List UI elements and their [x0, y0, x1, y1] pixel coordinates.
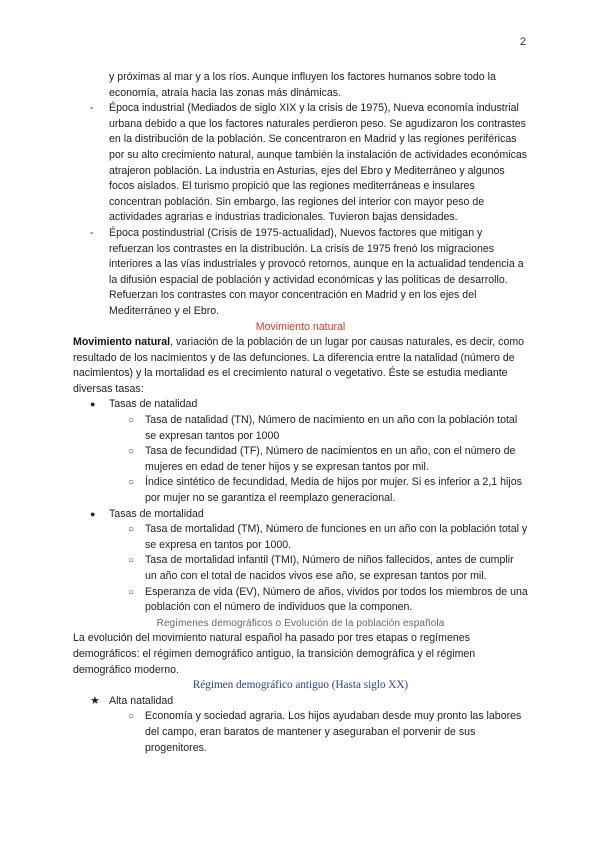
hollow-circle-bullet-icon: ○	[128, 711, 135, 723]
definition-term: Movimiento natural	[73, 336, 171, 349]
list-item	[73, 585, 528, 616]
epoch-text: Época industrial (Mediados de siglo XIX y la crisis de 1975), Nueva economía industrial urbana debido a que los factores naturales perdieron peso. Se agudizaron los contrastes en la distribución de la población. Se concentraron en Madrid y las regiones periféricas por su alto crecimiento natural, aunque también la instalación de actividades económicas atrajeron población. La industria en Asturias, ejes del Ebro y Mediterráneo y algunos focos aislados. El turismo propició que las regiones mediterráneas e insulares concentran población. Sin embargo, las regiones del interior con mayor peso de actividades agrarias e industrias tradicionales. Tuvieron bajas densidades.	[109, 102, 528, 224]
rate-group-mortalidad	[73, 507, 528, 523]
hollow-circle-bullet-icon: ○	[128, 555, 135, 567]
continued-paragraph: y próximas al mar y a los ríos. Aunque influyen los factores humanos sobre todo la economía, atraía hacia las zonas más dinámicas.	[109, 71, 496, 99]
list-item	[73, 475, 528, 506]
hollow-circle-bullet-icon: ○	[128, 446, 135, 458]
rates-list	[73, 397, 528, 615]
hollow-circle-bullet-icon: ○	[128, 524, 135, 536]
epoch-item-industrial	[73, 101, 528, 226]
epoch-item-postindustrial	[73, 226, 528, 320]
list-item	[73, 709, 528, 756]
rate-group-label: Tasas de natalidad	[109, 398, 198, 411]
list-item	[73, 522, 528, 553]
regimes-title: Regímenes demográficos o Evolución de la población española	[156, 617, 445, 629]
old-regime-title: Régimen demográfico antiguo (Hasta siglo XX)	[192, 679, 409, 692]
dash-bullet-icon: -	[90, 226, 94, 239]
regimes-intro: La evolución del movimiento natural español ha pasado por tres etapas o regímenes demográficos: el régimen demográfico antiguo, la transición demográfica y el régimen demográfico moderno.	[73, 632, 476, 676]
list-item-text: Tasa de fecundidad (TF), Número de nacimientos en un año, con el número de mujeres en edad de tener hijos y se expresan tantos por mil.	[145, 445, 516, 473]
epoch-text: Época postindustrial (Crisis de 1975-actualidad), Nuevos factores que mitigan y refuerzan los contrastes en la distribución. La crisis de 1975 frenó los migraciones interiores a las vías industriales y provocó retornos, aunque en la actualidad tendencia a la difusión espacial de población y actividad económicas y las políticas de desarrollo. Refuerzan los contrastes con mayor concentración en Madrid y en los ejes del Mediterráneo y el Ebro.	[109, 226, 524, 317]
definition-text: , variación de la población de un lugar por causas naturales, es decir, como resultado de los nacimientos y de las defunciones. La diferencia entre la natalidad (número de nacimientos) y la mortalidad es el crecimiento natural o vegetativo. Éste se estudia mediante diversas tasas:	[73, 336, 525, 395]
list-item	[73, 553, 528, 584]
list-item-text: Tasa de mortalidad infantil (TMI), Número de niños fallecidos, antes de cumplir un año con el total de nacidos vivos ese año, se expresan tantos por mil.	[145, 554, 514, 582]
old-regime-group	[73, 694, 528, 710]
list-item-text: Economía y sociedad agraria. Los hijos ayudaban desde muy pronto las labores del campo, eran baratos de mantener y aseguraban el porvenir de sus progenitores.	[145, 710, 522, 754]
old-regime-list	[73, 694, 528, 756]
rate-group-natalidad	[73, 397, 528, 413]
page-content	[73, 70, 528, 756]
list-item-text: Índice sintético de fecundidad, Media de hijos por mujer. Si es inferior a 2,1 hijos por mujer no se garantiza el reemplazo generacional.	[145, 476, 522, 505]
list-item-text: Tasa de natalidad (TN), Número de nacimiento en un año con la población total se expresan tantos por 1000	[145, 414, 518, 442]
filled-circle-bullet-icon: ●	[90, 508, 96, 519]
definition-paragraph	[73, 335, 528, 397]
hollow-circle-bullet-icon: ○	[128, 477, 135, 489]
dash-bullet-icon: -	[90, 102, 94, 115]
list-item	[73, 413, 528, 444]
rate-group-label: Tasas de mortalidad	[109, 507, 204, 520]
list-item-text: Esperanza de vida (EV), Número de años, vividos por todos los miembros de una población con el número de individuos que la componen.	[145, 585, 528, 614]
list-item	[73, 444, 528, 475]
filled-circle-bullet-icon: ●	[90, 399, 96, 410]
hollow-circle-bullet-icon: ○	[128, 586, 135, 598]
page-number: 2	[519, 36, 526, 48]
hollow-circle-bullet-icon: ○	[128, 415, 135, 427]
old-regime-label: Alta natalidad	[109, 694, 174, 707]
list-item-text: Tasa de mortalidad (TM), Número de funciones en un año con la población total y se expresa en tantos por 1000.	[145, 523, 528, 551]
section-title: Movimiento natural	[255, 320, 346, 333]
star-bullet-icon: ★	[90, 694, 100, 707]
